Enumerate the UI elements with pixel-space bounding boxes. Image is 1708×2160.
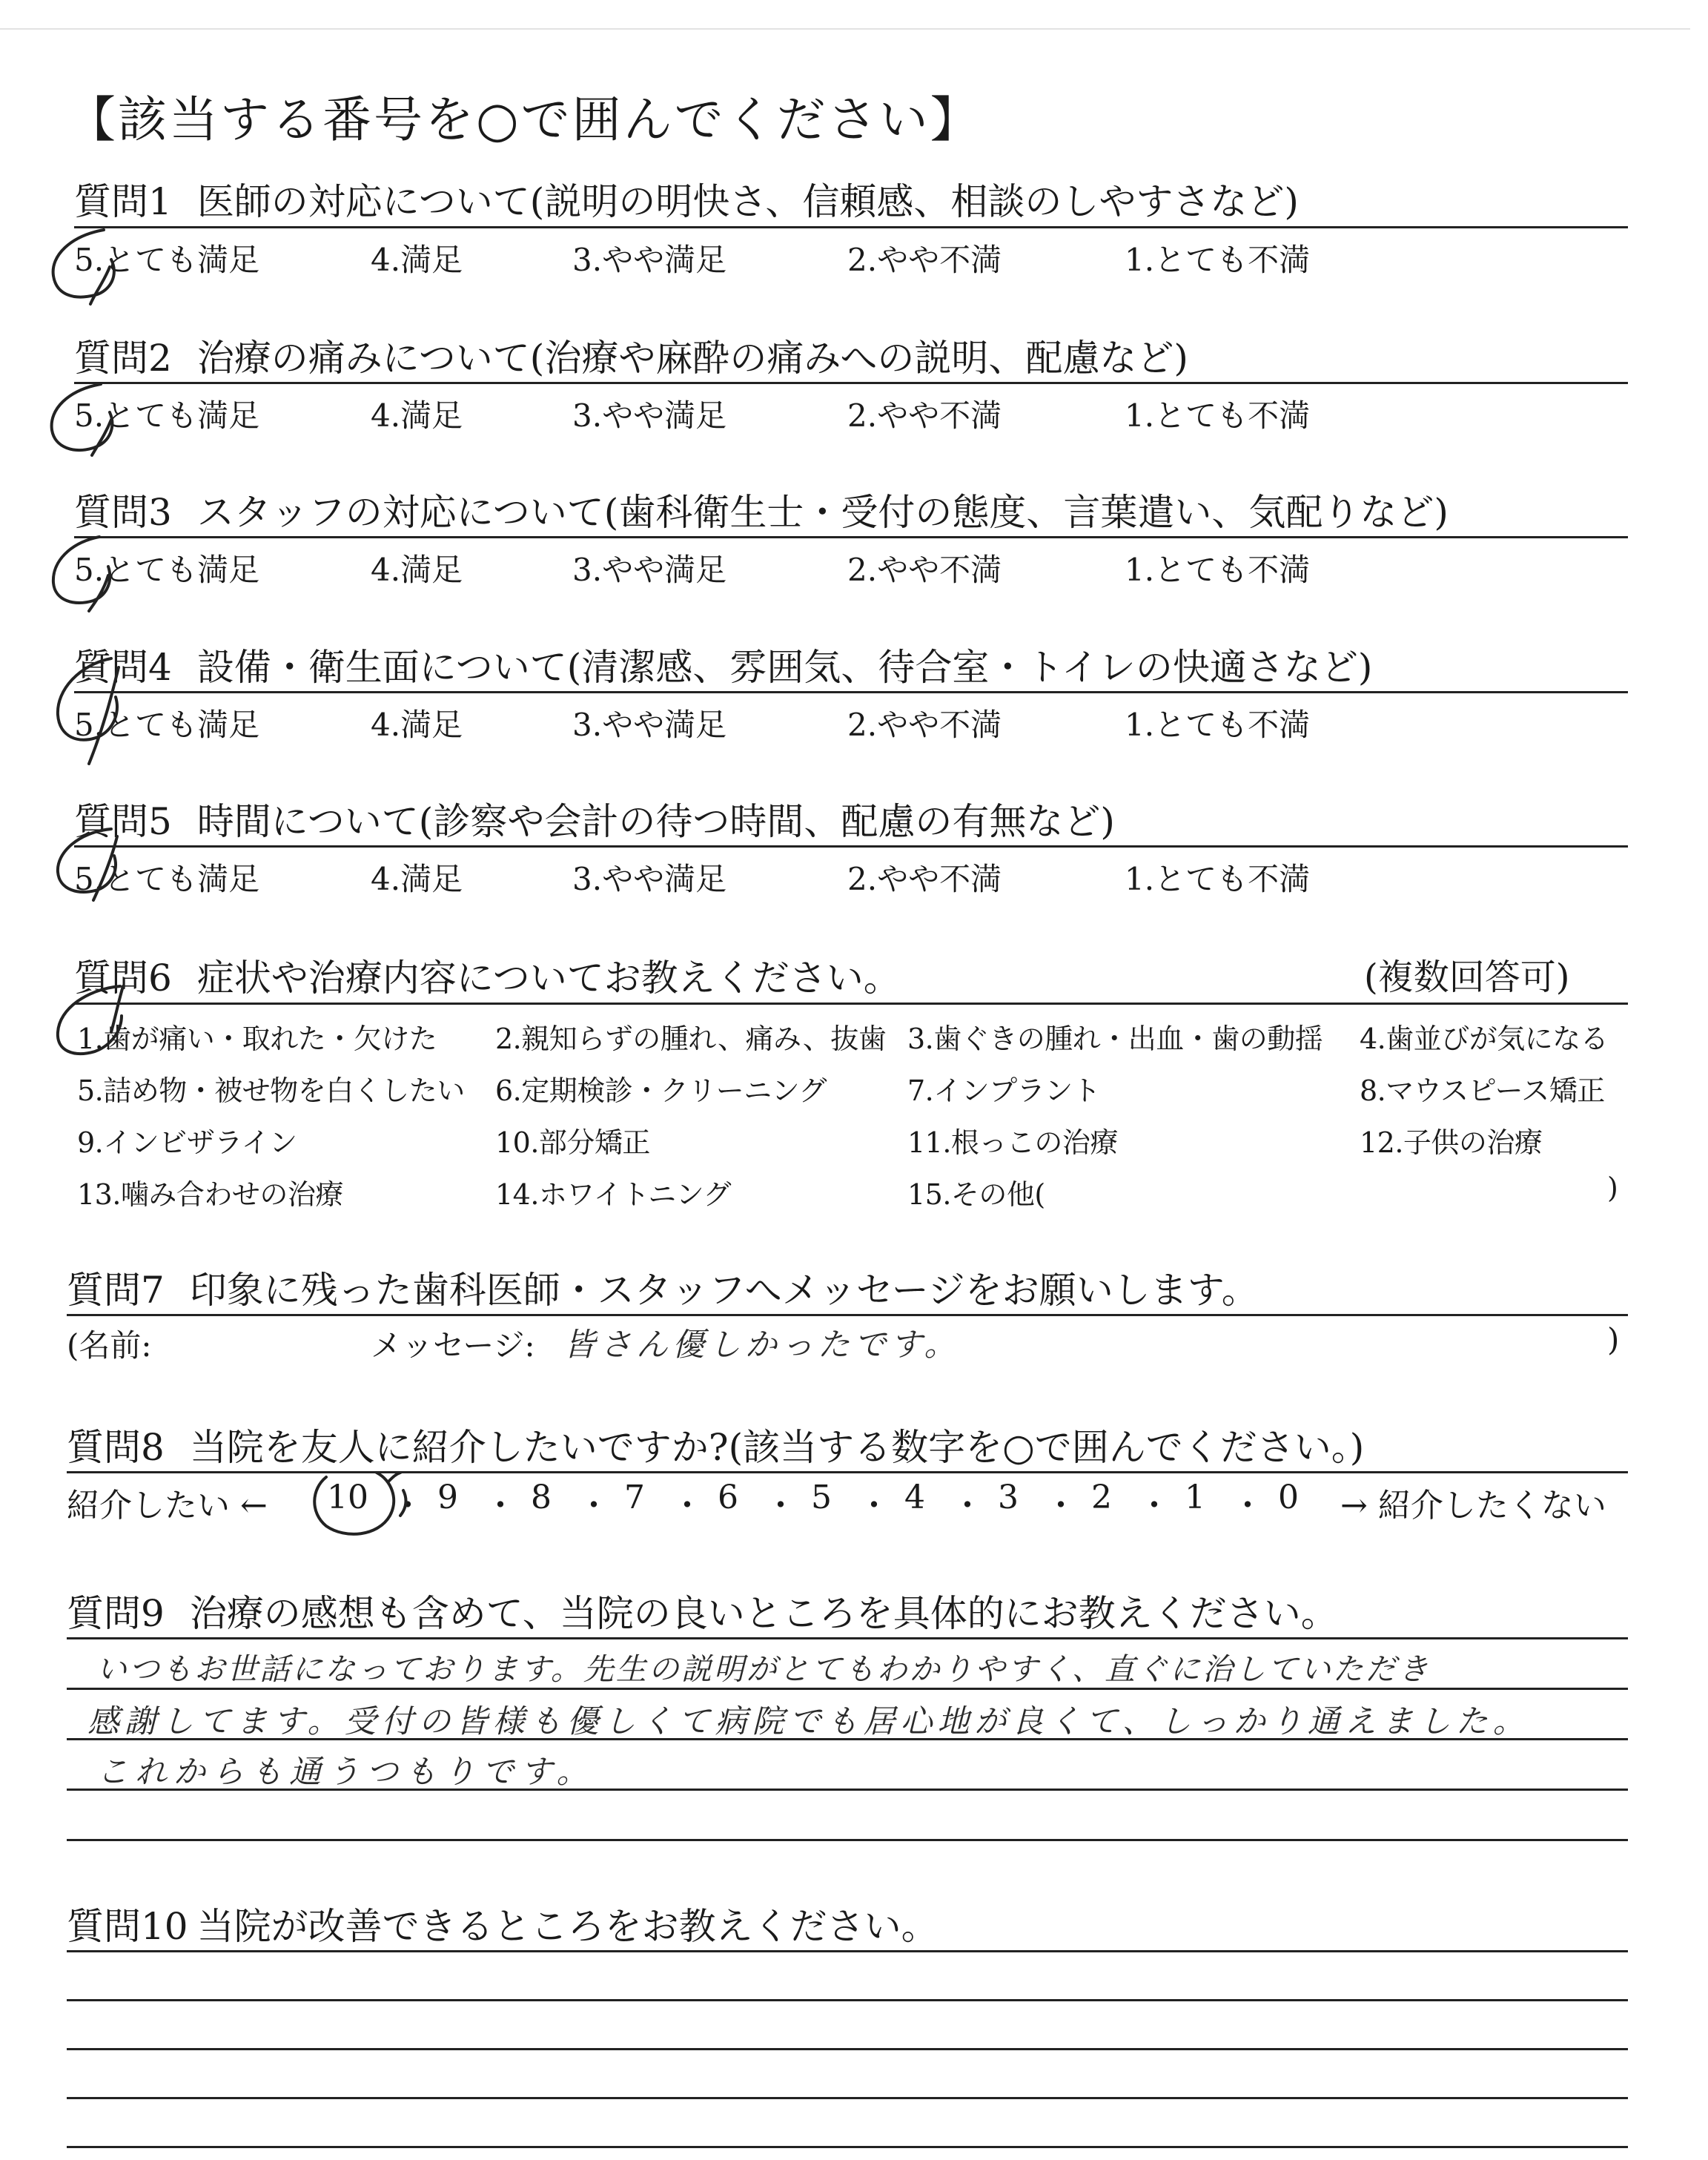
- q1-option-1[interactable]: 1.とても不満: [1125, 242, 1311, 278]
- q6-choice-12[interactable]: 12.子供の治療: [1360, 1126, 1543, 1159]
- question-4-rule: [74, 691, 1628, 693]
- q6-choice-11[interactable]: 11.根っこの治療: [907, 1126, 1118, 1159]
- question-2-text: 治療の痛みについて(治療や麻酔の痛みへの説明、配慮など): [196, 337, 1188, 380]
- question-7-rule: [67, 1314, 1628, 1316]
- question-1-number: 質問1: [74, 180, 172, 223]
- question-1-title: [74, 172, 1299, 225]
- question-4-number: 質問4: [74, 646, 172, 689]
- q6-choice-15[interactable]: 15.その他(: [907, 1178, 1045, 1211]
- q6-choice-5[interactable]: 5.詰め物・被せ物を白くしたい: [77, 1074, 465, 1107]
- question-6-rule: [74, 1003, 1628, 1005]
- question-1-rule: [74, 226, 1628, 228]
- question-7-number: 質問7: [67, 1269, 165, 1312]
- multiple-answers-note: (複数回答可): [1364, 957, 1570, 998]
- score-7[interactable]: 7: [624, 1479, 645, 1516]
- q10-line-3: [67, 2048, 1628, 2050]
- score-sep: ・: [858, 1487, 890, 1525]
- q3-option-4[interactable]: 4.満足: [371, 552, 463, 588]
- question-8-rule: [67, 1471, 1628, 1473]
- question-9-text: 治療の感想も含めて、当院の良いところを具体的にお教えください。: [189, 1592, 1338, 1635]
- q5-option-5[interactable]: 5.とても満足: [74, 861, 260, 897]
- question-7-text: 印象に残った歯科医師・スタッフへメッセージをお願いします。: [189, 1269, 1259, 1312]
- q2-option-5[interactable]: 5.とても満足: [74, 397, 260, 434]
- question-4-title: [74, 638, 1372, 691]
- q9-answer-line-2[interactable]: 感謝してます。受付の皆様も優しくて病院でも居心地が良くて、しっかり通えました。: [87, 1703, 1530, 1740]
- not-recommend-label: → 紹介したくない: [1340, 1487, 1606, 1525]
- question-8-text: 当院を友人に紹介したいですか?(該当する数字を○で囲んでください。): [189, 1426, 1365, 1469]
- question-2-number: 質問2: [74, 337, 172, 380]
- q2-option-2[interactable]: 2.やや不満: [847, 397, 1002, 434]
- q4-option-2[interactable]: 2.やや不満: [847, 707, 1002, 743]
- q6-choice-15-close: ): [1607, 1172, 1618, 1204]
- q1-option-5[interactable]: 5.とても満足: [74, 242, 260, 278]
- q6-choice-6[interactable]: 6.定期検診・クリーニング: [495, 1074, 827, 1107]
- message-label: メッセージ:: [371, 1327, 535, 1364]
- q6-choice-4[interactable]: 4.歯並びが気になる: [1360, 1023, 1609, 1055]
- q3-option-5[interactable]: 5.とても満足: [74, 552, 260, 588]
- score-sep: ・: [764, 1487, 797, 1525]
- question-4-text: 設備・衛生面について(清潔感、雰囲気、待合室・トイレの快適さなど): [196, 646, 1373, 689]
- q6-choice-9[interactable]: 9.インビザライン: [77, 1126, 297, 1159]
- q2-option-3[interactable]: 3.やや満足: [572, 397, 727, 434]
- question-2-rule: [74, 382, 1628, 384]
- question-10-number: 質問10: [67, 1905, 188, 1948]
- q4-option-1[interactable]: 1.とても不満: [1125, 707, 1311, 743]
- q3-option-1[interactable]: 1.とても不満: [1125, 552, 1311, 588]
- q5-option-1[interactable]: 1.とても不満: [1125, 861, 1311, 897]
- q4-option-5[interactable]: 5.とても満足: [74, 707, 260, 743]
- q5-option-3[interactable]: 3.やや満足: [572, 861, 727, 897]
- score-2[interactable]: 2: [1091, 1479, 1112, 1516]
- page-top-edge: [0, 28, 1690, 30]
- score-10[interactable]: 10: [327, 1479, 368, 1516]
- question-6-title: [74, 948, 901, 1002]
- question-3-text: スタッフの対応について(歯科衛生士・受付の態度、言葉遣い、気配りなど): [196, 491, 1449, 534]
- score-8[interactable]: 8: [531, 1479, 552, 1516]
- score-3[interactable]: 3: [998, 1479, 1019, 1516]
- q9-line-1: [67, 1637, 1628, 1639]
- q4-option-4[interactable]: 4.満足: [371, 707, 463, 743]
- q9-answer-line-3[interactable]: これからも通うつもりです。: [96, 1754, 595, 1791]
- q1-option-4[interactable]: 4.満足: [371, 242, 463, 278]
- score-sep: ・: [577, 1487, 610, 1525]
- recommend-label: 紹介したい ←: [67, 1487, 268, 1525]
- question-5-rule: [74, 845, 1628, 848]
- q6-choice-8[interactable]: 8.マウスピース矯正: [1360, 1074, 1605, 1107]
- message-handwritten[interactable]: 皆さん優しかったです。: [563, 1327, 961, 1364]
- q10-line-2: [67, 1999, 1628, 2001]
- q1-option-3[interactable]: 3.やや満足: [572, 242, 727, 278]
- q9-line-5: [67, 1839, 1628, 1841]
- score-4[interactable]: 4: [904, 1479, 925, 1516]
- question-7-title: [67, 1261, 1259, 1314]
- q2-option-4[interactable]: 4.満足: [371, 397, 463, 434]
- question-5-text: 時間について(診察や会計の待つ時間、配慮の有無など): [196, 800, 1115, 843]
- question-3-number: 質問3: [74, 491, 172, 534]
- score-0[interactable]: 0: [1278, 1479, 1299, 1516]
- page-title: 【該当する番号を○で囲んでください】: [67, 91, 982, 148]
- score-5[interactable]: 5: [811, 1479, 832, 1516]
- question-10-title: [67, 1897, 939, 1950]
- q4-option-3[interactable]: 3.やや満足: [572, 707, 727, 743]
- q10-line-1: [67, 1950, 1628, 1952]
- q2-option-1[interactable]: 1.とても不満: [1125, 397, 1311, 434]
- question-2-title: [74, 328, 1188, 382]
- q6-choice-1[interactable]: 1.歯が痛い・取れた・欠けた: [77, 1023, 437, 1055]
- score-sep: ・: [484, 1487, 517, 1525]
- q5-option-4[interactable]: 4.満足: [371, 861, 463, 897]
- question-3-title: [74, 483, 1449, 536]
- question-3-rule: [74, 536, 1628, 538]
- q9-answer-line-1[interactable]: いつもお世話になっております。先生の説明がとてもわかりやすく、直ぐに治していただき: [96, 1651, 1431, 1687]
- question-5-number: 質問5: [74, 800, 172, 843]
- name-label: (名前:: [67, 1327, 152, 1364]
- question-1-text: 医師の対応について(説明の明快さ、信頼感、相談のしやすさなど): [196, 180, 1299, 223]
- question-9-number: 質問9: [67, 1592, 165, 1635]
- q3-option-2[interactable]: 2.やや不満: [847, 552, 1002, 588]
- score-1[interactable]: 1: [1185, 1479, 1205, 1516]
- q6-choice-7[interactable]: 7.インプラント: [907, 1074, 1101, 1107]
- question-5-title: [74, 792, 1115, 845]
- score-sep: ・: [951, 1487, 984, 1525]
- question-6-number: 質問6: [74, 957, 172, 1000]
- q6-choice-2[interactable]: 2.親知らずの腫れ、痛み、抜歯: [495, 1023, 887, 1055]
- score-6[interactable]: 6: [718, 1479, 738, 1516]
- q10-line-4: [67, 2097, 1628, 2099]
- question-9-title: [67, 1584, 1338, 1637]
- q1-option-2[interactable]: 2.やや不満: [847, 242, 1002, 278]
- q6-choice-14[interactable]: 14.ホワイトニング: [495, 1178, 732, 1211]
- score-sep: ・: [671, 1487, 704, 1525]
- question-6-text: 症状や治療内容についてお教えください。: [196, 957, 901, 1000]
- message-close: ): [1607, 1321, 1620, 1358]
- question-10-text: 当院が改善できるところをお教えください。: [196, 1905, 939, 1948]
- score-sep: ・: [1231, 1487, 1264, 1525]
- score-sep: ・: [391, 1487, 424, 1525]
- q6-choice-3[interactable]: 3.歯ぐきの腫れ・出血・歯の動揺: [907, 1023, 1323, 1055]
- question-8-number: 質問8: [67, 1426, 165, 1469]
- q6-choice-13[interactable]: 13.噛み合わせの治療: [77, 1178, 343, 1211]
- q10-line-5: [67, 2146, 1628, 2148]
- score-sep: ・: [1138, 1487, 1171, 1525]
- q6-choice-10[interactable]: 10.部分矯正: [495, 1126, 650, 1159]
- q3-option-3[interactable]: 3.やや満足: [572, 552, 727, 588]
- score-sep: ・: [1045, 1487, 1077, 1525]
- question-8-title: [67, 1418, 1364, 1471]
- score-9[interactable]: 9: [437, 1479, 458, 1516]
- q5-option-2[interactable]: 2.やや不満: [847, 861, 1002, 897]
